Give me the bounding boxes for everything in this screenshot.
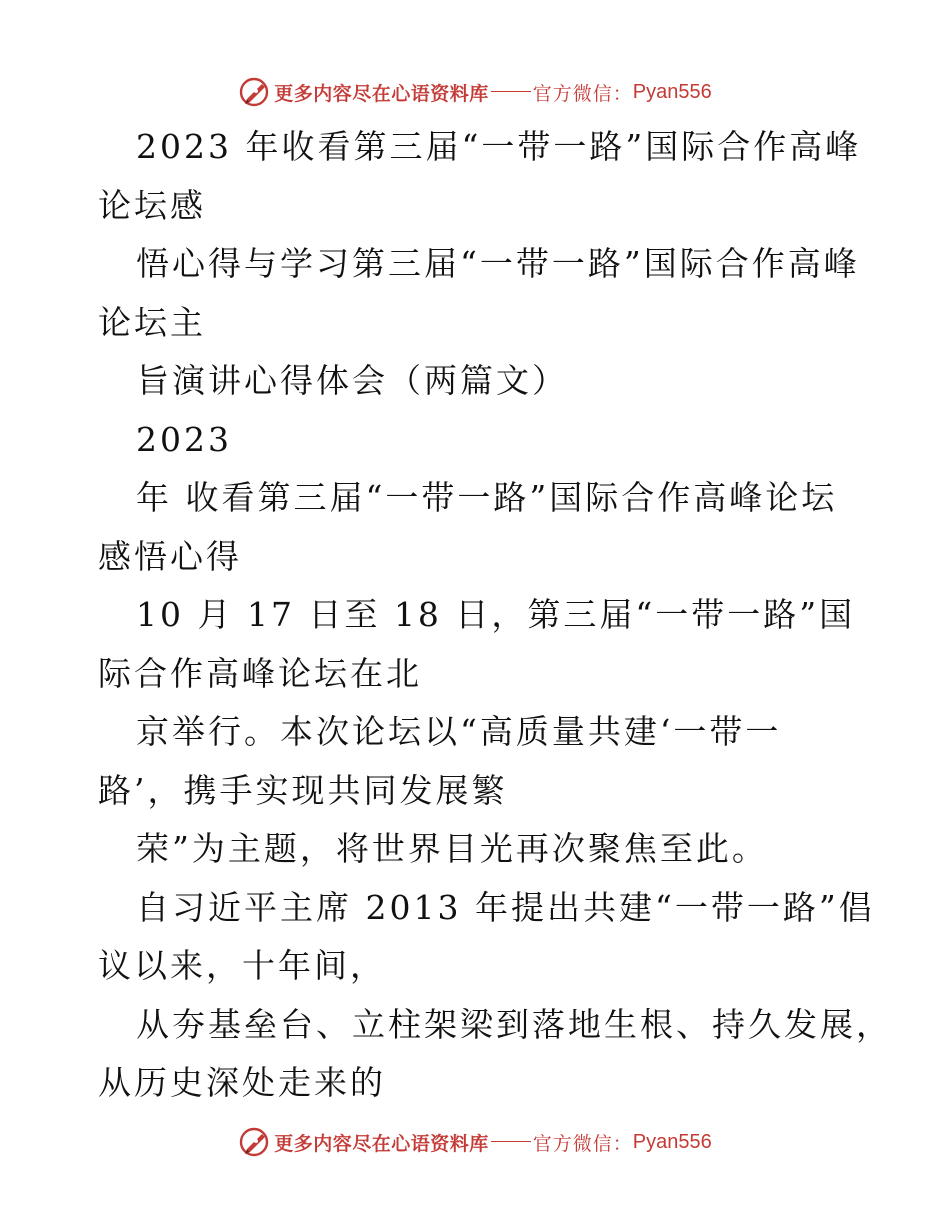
body-line: 旨演讲心得体会（两篇文） [136, 361, 568, 400]
wechat-id: Pyan556 [632, 1130, 712, 1153]
body-line: 从夯基垒台、立柱架梁到落地生根、持久发展， [136, 1004, 892, 1044]
header-banner [0, 72, 950, 112]
document-body [98, 118, 892, 1113]
banner-divider [491, 1141, 531, 1142]
body-line: 路’，携手实现共同发展繁 [98, 770, 508, 810]
body-line: 年 收看第三届“一带一路”国际合作高峰论坛 [136, 478, 838, 517]
body-line: 论坛主 [98, 302, 206, 342]
body-line: 从历史深处走来的 [98, 1063, 386, 1102]
body-line: 自习近平主席 2013 年提出共建“一带一路”倡 [136, 887, 875, 927]
body-line: 议以来，十年间， [98, 946, 386, 985]
wechat-label: 官方微信： [532, 1132, 633, 1155]
banner-title: 更多内容尽在心语资料库 [274, 1132, 489, 1155]
wechat-id: Pyan556 [632, 80, 712, 103]
banner-divider [491, 91, 531, 92]
body-line: 际合作高峰论坛在北 [98, 653, 422, 693]
body-line: 京举行。本次论坛以“高质量共建‘一带一 [136, 712, 782, 751]
body-line: 2023 年收看第三届“一带一路”国际合作高峰 [136, 127, 862, 166]
banner-title: 更多内容尽在心语资料库 [274, 82, 489, 105]
body-line: 悟心得与学习第三届“一带一路”国际合作高峰 [136, 244, 860, 283]
wechat-label: 官方微信： [532, 82, 633, 105]
body-line: 荣”为主题，将世界目光再次聚焦至此。 [136, 829, 768, 868]
pen-logo-icon [238, 75, 272, 109]
body-line: 感悟心得 [98, 536, 242, 576]
body-line: 论坛感 [98, 185, 206, 225]
body-line: 2023 [136, 419, 232, 459]
pen-logo-icon [238, 1125, 272, 1159]
footer-banner [0, 1122, 950, 1162]
body-line: 10 月 17 日至 18 日，第三届“一带一路”国 [136, 595, 856, 634]
